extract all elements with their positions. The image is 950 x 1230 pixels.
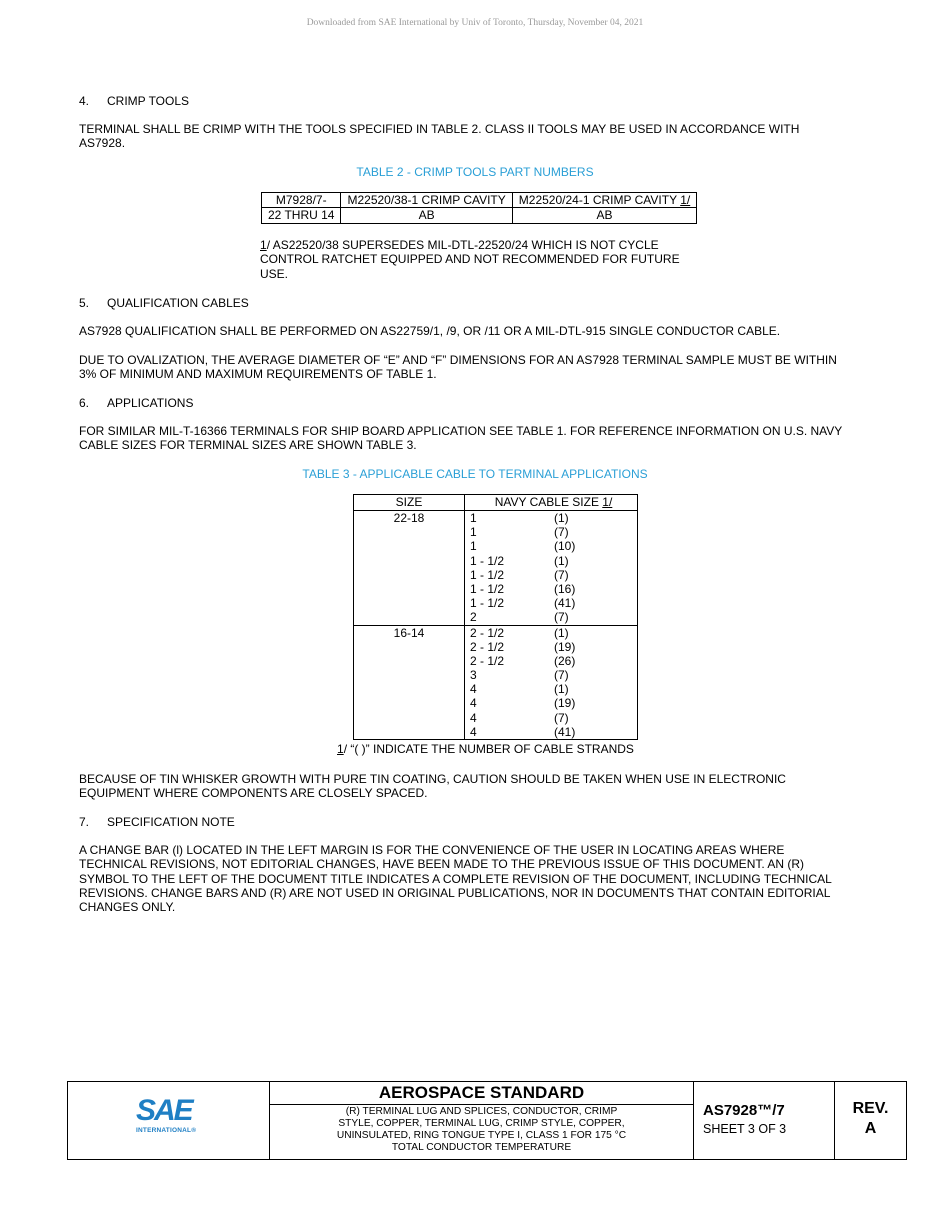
- strand-count: (41): [554, 596, 576, 611]
- strand-count: (1): [554, 553, 569, 568]
- section-7-paragraph: [79, 843, 879, 914]
- table-header-row: [262, 193, 697, 208]
- table-row: [262, 208, 697, 223]
- table-2-caption: TABLE 2 - CRIMP TOOLS PART NUMBERS: [356, 165, 594, 179]
- table-cell: AB: [341, 208, 512, 223]
- section-4-paragraph: [79, 122, 879, 151]
- cable-size: 4: [470, 710, 477, 725]
- navy-size-row: [470, 596, 637, 610]
- strand-count: (7): [554, 710, 569, 725]
- document-number: AS7928™/7: [703, 1102, 785, 1119]
- sae-logo-mark: SAE: [136, 1094, 192, 1127]
- document-title: [270, 1106, 693, 1154]
- tin-whisker-paragraph: [79, 772, 879, 801]
- table-3-footnote: [337, 742, 737, 756]
- strand-count: (1): [554, 511, 569, 525]
- paragraph-line: TECHNICAL REVISIONS, NOT EDITORIAL CHANGES, HAVE BEEN MADE TO THE PREVIOUS ISSUE OF THIS DOCUMENT. AN (R): [79, 857, 805, 872]
- strand-count: (7): [554, 567, 569, 582]
- navy-size-row: [470, 654, 637, 668]
- table-header-cell: M7928/7-: [262, 193, 341, 208]
- table-3-caption: TABLE 3 - APPLICABLE CABLE TO TERMINAL APPLICATIONS: [302, 467, 648, 481]
- navy-size-row: [470, 725, 637, 739]
- table-row-group: [354, 625, 638, 740]
- section-6-paragraph: [79, 424, 879, 453]
- header-text: NAVY CABLE SIZE: [494, 495, 599, 509]
- table-cell: AB: [512, 208, 696, 223]
- title-cell: [270, 1082, 694, 1159]
- sae-logo-subtitle: [136, 1127, 206, 1135]
- standard-type-label: AEROSPACE STANDARD: [270, 1082, 693, 1105]
- footnote-text: CONTROL RATCHET EQUIPPED AND NOT RECOMMENDED FOR FUTURE: [260, 252, 680, 267]
- section-7-heading: [79, 815, 879, 829]
- table-header-cell: M22520/38-1 CRIMP CAVITY: [341, 193, 512, 208]
- navy-size-row: [470, 610, 637, 624]
- document-number-cell: [694, 1082, 835, 1159]
- cable-size: 1 - 1/2: [470, 596, 505, 611]
- navy-size-row: [470, 696, 637, 710]
- download-watermark: Downloaded from SAE International by Univ of Toronto, Thursday, November 04, 2021: [306, 18, 644, 28]
- cable-size: 2 - 1/2: [470, 625, 505, 640]
- navy-size-row: [470, 682, 637, 696]
- size-cell: 22-18: [354, 511, 465, 626]
- cable-size: 1 - 1/2: [470, 567, 505, 582]
- strand-count: (41): [554, 724, 576, 739]
- section-5-paragraph-1: AS7928 QUALIFICATION SHALL BE PERFORMED ON AS22759/1, /9, OR /11 OR A MIL-DTL-915 SINGLE CONDUCTOR CABLE.: [79, 324, 781, 338]
- strand-count: (16): [554, 581, 576, 596]
- document-title-line: STYLE, COPPER, TERMINAL LUG, CRIMP STYLE, COPPER,: [338, 1118, 625, 1129]
- footnote-text: USE.: [260, 266, 289, 281]
- sae-logo-subtitle-text: INTERNATIONAL: [136, 1127, 192, 1134]
- navy-size-row: [470, 525, 637, 539]
- section-6-heading: [79, 396, 879, 410]
- paragraph-line: REVISIONS. CHANGE BARS AND (R) ARE NOT USED IN ORIGINAL PUBLICATIONS, NOR IN DOCUMENTS THAT CONTAIN EDITORIAL: [79, 885, 831, 900]
- registered-mark: ®: [191, 1127, 197, 1134]
- paragraph-line: CHANGES ONLY.: [79, 900, 176, 915]
- strand-count: (10): [554, 539, 576, 554]
- section-number: 6.: [79, 396, 90, 410]
- section-title: SPECIFICATION NOTE: [107, 815, 235, 829]
- title-block-footer: [67, 1081, 907, 1160]
- cable-size: 2 - 1/2: [470, 639, 505, 654]
- navy-size-row: [470, 568, 637, 582]
- paragraph-line: TERMINAL SHALL BE CRIMP WITH THE TOOLS SPECIFIED IN TABLE 2. CLASS II TOOLS MAY BE USED IN ACCORDANCE WITH: [79, 122, 800, 136]
- section-title: QUALIFICATION CABLES: [107, 296, 249, 310]
- section-title: CRIMP TOOLS: [107, 94, 190, 108]
- document-title-line: TOTAL CONDUCTOR TEMPERATURE: [391, 1142, 572, 1153]
- header-text: M22520/24-1 CRIMP CAVITY: [518, 193, 677, 207]
- footnote-marker: 1/: [602, 495, 613, 509]
- cable-size: 4: [470, 682, 477, 697]
- cable-size: 1 - 1/2: [470, 553, 505, 568]
- paragraph-line: CABLE SIZES FOR TERMINAL SIZES ARE SHOWN TABLE 3.: [79, 438, 417, 453]
- paragraph-line: SYMBOL TO THE LEFT OF THE DOCUMENT TITLE INDICATES A COMPLETE REVISION OF THE DOCUMENT, INCLUDING TECHNICAL: [79, 871, 832, 886]
- cable-size: 3: [470, 668, 477, 683]
- cable-size: 2 - 1/2: [470, 653, 505, 668]
- section-title: APPLICATIONS: [107, 396, 194, 410]
- navy-size-row: [470, 640, 637, 654]
- paragraph-line: 3% OF MINIMUM AND MAXIMUM REQUIREMENTS OF TABLE 1.: [79, 367, 437, 382]
- section-5-paragraph-2: [79, 353, 879, 382]
- table-header-cell: [465, 495, 638, 511]
- strand-count: (1): [554, 682, 569, 697]
- section-4-heading: [79, 94, 879, 108]
- table-2-crimp-tools: [261, 192, 697, 224]
- navy-size-row: [470, 554, 637, 568]
- navy-size-row: [470, 626, 637, 640]
- cable-size: 1: [470, 539, 477, 554]
- table-2-footnote: [260, 238, 720, 281]
- revision-cell: [835, 1082, 906, 1159]
- strand-count: (7): [554, 525, 569, 540]
- paragraph-line: A CHANGE BAR (l) LOCATED IN THE LEFT MARGIN IS FOR THE CONVENIENCE OF THE USER IN LOCATING AREAS WHERE: [79, 843, 785, 857]
- cable-size: 1: [470, 525, 477, 540]
- cable-size: 1 - 1/2: [470, 581, 505, 596]
- section-number: 5.: [79, 296, 90, 310]
- strand-count: (7): [554, 610, 569, 625]
- revision-label: REV.: [852, 1100, 889, 1117]
- table-3-cable-applications: [353, 494, 638, 740]
- footnote-marker: 1/: [680, 193, 691, 207]
- navy-size-cell: [465, 511, 638, 626]
- navy-size-row: [470, 711, 637, 725]
- table-cell: 22 THRU 14: [262, 208, 341, 223]
- section-number: 7.: [79, 815, 90, 829]
- strand-count: (7): [554, 668, 569, 683]
- strand-count: (26): [554, 653, 576, 668]
- footnote-marker: 1: [260, 238, 267, 252]
- table-header-row: [354, 495, 638, 511]
- cable-size: 2: [470, 610, 477, 625]
- footnote-text: / “( )” INDICATE THE NUMBER OF CABLE STRANDS: [343, 742, 634, 756]
- paragraph-line: BECAUSE OF TIN WHISKER GROWTH WITH PURE TIN COATING, CAUTION SHOULD BE TAKEN WHEN USE IN ELECTRONIC: [79, 772, 786, 786]
- strand-count: (19): [554, 639, 576, 654]
- revision-value: A: [864, 1120, 877, 1137]
- section-5-heading: [79, 296, 879, 310]
- cable-size: 4: [470, 696, 477, 711]
- cable-size: 4: [470, 724, 477, 739]
- document-title-line: UNINSULATED, RING TONGUE TYPE I, CLASS 1 FOR 175 °C: [336, 1130, 627, 1141]
- paragraph-line: FOR SIMILAR MIL-T-16366 TERMINALS FOR SHIP BOARD APPLICATION SEE TABLE 1. FOR REFERENCE INFORMATION ON U.S. NAVY: [79, 424, 843, 438]
- table-header-cell: SIZE: [354, 495, 465, 511]
- document-title-line: (R) TERMINAL LUG AND SPLICES, CONDUCTOR, CRIMP: [345, 1106, 618, 1117]
- section-number: 4.: [79, 94, 90, 108]
- table-row-group: [354, 511, 638, 626]
- sae-logo: [136, 1096, 206, 1135]
- footnote-marker: 1: [337, 742, 344, 756]
- size-cell: 16-14: [354, 625, 465, 740]
- navy-size-cell: [465, 625, 638, 740]
- table-header-cell: [512, 193, 696, 208]
- strand-count: (1): [554, 625, 569, 640]
- cable-size: 1: [470, 511, 477, 525]
- navy-size-row: [470, 511, 637, 525]
- footnote-text: / AS22520/38 SUPERSEDES MIL-DTL-22520/24 WHICH IS NOT CYCLE: [266, 238, 659, 252]
- paragraph-line: DUE TO OVALIZATION, THE AVERAGE DIAMETER OF “E” AND “F” DIMENSIONS FOR AN AS7928 TERMINAL SAMPLE MUST BE WITHIN: [79, 353, 837, 367]
- paragraph-line: EQUIPMENT WHERE COMPONENTS ARE CLOSELY SPACED.: [79, 786, 428, 801]
- navy-size-row: [470, 668, 637, 682]
- navy-size-row: [470, 539, 637, 553]
- strand-count: (19): [554, 696, 576, 711]
- navy-size-row: [470, 582, 637, 596]
- paragraph-line: AS7928.: [79, 136, 126, 151]
- logo-cell: [68, 1082, 270, 1159]
- sheet-number: SHEET 3 OF 3: [703, 1122, 787, 1136]
